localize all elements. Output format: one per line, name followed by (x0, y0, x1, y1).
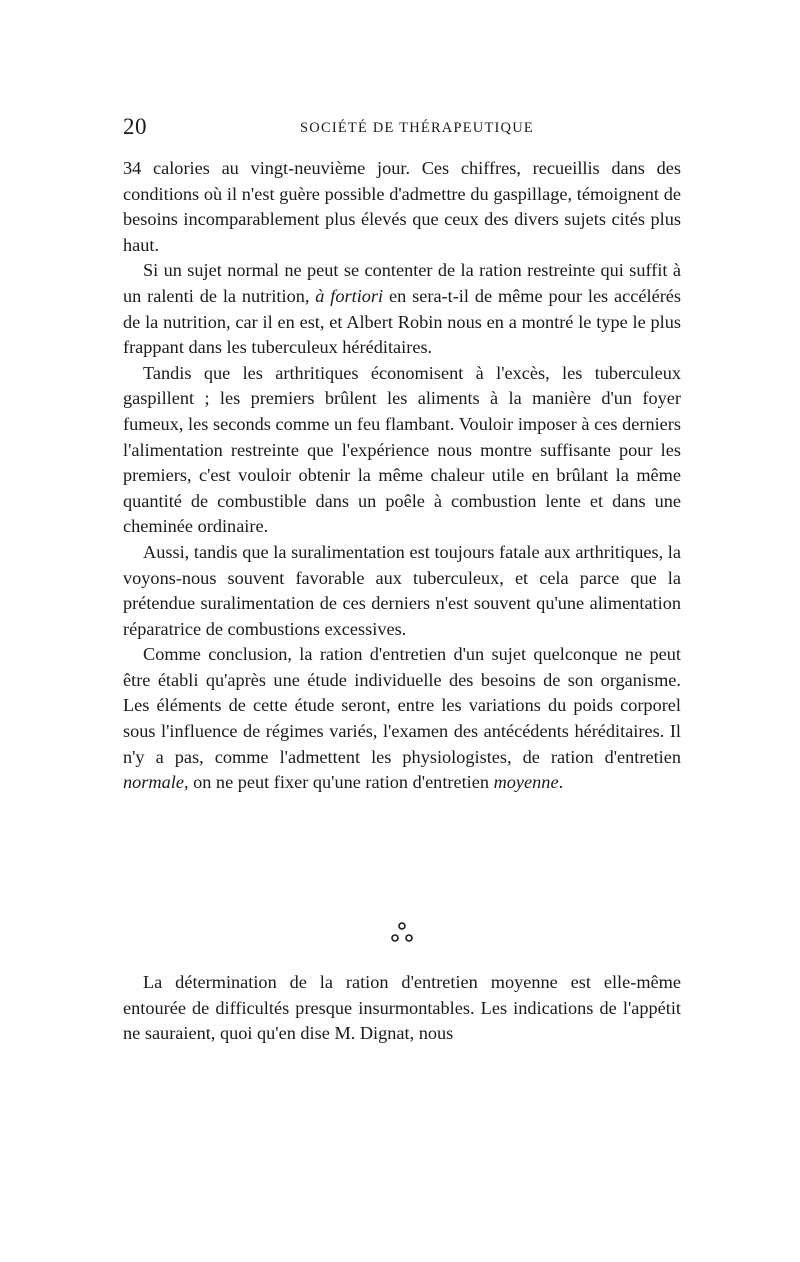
paragraph (123, 361, 681, 540)
body-text (123, 156, 681, 796)
page-number: 20 (123, 114, 147, 139)
section-break-asterism (123, 918, 681, 952)
page-header (123, 112, 681, 142)
italic-text: à fortiori (315, 285, 384, 306)
paragraph-text: en sera-t-il de même pour les accélérés de la nutrition, car il en est, et Albert Robin nous en a montré le type le plus frappant dans les tuberculeux héréditaires. (123, 285, 682, 358)
paragraph-text: Si un sujet normal ne peut se contenter de la ration restreinte qui suffit à un ralenti de la nutrition, (123, 260, 681, 306)
paragraph (123, 642, 681, 796)
paragraph-text: . (558, 772, 564, 793)
italic-text: moyenne (493, 772, 559, 793)
asterism-icon (387, 918, 417, 948)
running-head: SOCIÉTÉ DE THÉRAPEUTIQUE (300, 120, 534, 136)
paragraph-text: Tandis que les arthritiques économisent à l'excès, les tuberculeux gaspillent ; les premiers brûlent les aliments à la manière d'un foyer fumeux, les seconds comme un feu flambant. Vouloir imposer à ces derniers l'alimentation restreinte que l'expérience nous montre suffisante pour les premiers, c'est vouloir obtenir la même chaleur utile en brûlant la même quantité de combustible dans un poêle à combustion lente et dans une cheminée ordinaire. (123, 362, 681, 537)
body-text-after-break (123, 970, 681, 1047)
paragraph-text: Comme conclusion, la ration d'entretien d'un sujet quelconque ne peut être établi qu'après une étude individuelle des besoins de son organisme. Les éléments de cette étude seront, entre les variations du poids corporel sous l'influence de régimes variés, l'examen des antécédents héréditaires. Il n'y a pas, comme l'admettent les physiologistes, de ration d'entretien (123, 644, 681, 767)
paragraph (123, 156, 681, 258)
paragraph-text: 34 calories au vingt-neuvième jour. Ces chiffres, recueillis dans des conditions où il n'est guère possible d'admettre du gaspillage, témoignent de besoins incomparablement plus élevés que ceux des divers sujets cités plus haut. (123, 158, 681, 255)
paragraph (123, 258, 681, 360)
italic-text: normale (123, 772, 184, 793)
paragraph (123, 970, 681, 1047)
paragraph-text: La détermination de la ration d'entretien moyenne est elle-même entourée de difficultés presque insurmontables. Les indications de l'appétit ne sauraient, quoi qu'en dise M. Dignat, nous (123, 972, 681, 1044)
paragraph (123, 540, 681, 642)
paragraph-text: , on ne peut fixer qu'une ration d'entretien (183, 772, 494, 793)
paragraph-text: Aussi, tandis que la suralimentation est toujours fatale aux arthritiques, la voyons-nous souvent favorable aux tuberculeux, et cela parce que la prétendue suralimentation de ces derniers n'est souvent qu'une alimentation réparatrice de combustions excessives. (123, 541, 681, 639)
